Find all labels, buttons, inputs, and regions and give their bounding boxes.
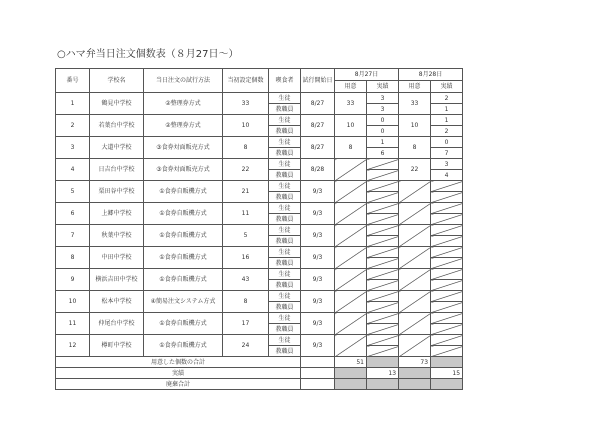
row-no: 8 — [56, 247, 90, 269]
row-school: 日吉台中学校 — [90, 159, 144, 181]
row-start: 9/3 — [301, 269, 335, 291]
d2-actual-staff-na — [431, 214, 463, 225]
row-count: 10 — [223, 115, 269, 137]
row-school: 鶴見中学校 — [90, 93, 144, 115]
d1-prep-na — [335, 313, 367, 335]
total-actual-row-gray — [335, 368, 367, 379]
row-method: ③食券対面販売方式 — [144, 137, 223, 159]
header-count: 当初設定個数 — [223, 69, 269, 93]
d1-actual-staff-na — [367, 324, 399, 335]
eater-student: 生徒 — [269, 159, 301, 170]
eater-staff: 教職員 — [269, 302, 301, 313]
row-count: 21 — [223, 181, 269, 203]
table-row — [56, 291, 463, 302]
d2-prep: 10 — [399, 115, 431, 137]
d2-actual-student: 2 — [431, 93, 463, 104]
total-waste-row-label: 廃棄合計 — [56, 379, 301, 390]
row-school: 横浜吉田中学校 — [90, 269, 144, 291]
d1-actual-staff-na — [367, 236, 399, 247]
total-waste-row-gray — [367, 379, 399, 390]
table-row — [56, 225, 463, 236]
d2-actual-student-na — [431, 181, 463, 192]
eater-staff: 教職員 — [269, 280, 301, 291]
d2-prep: 8 — [399, 137, 431, 159]
row-school: 仲尾台中学校 — [90, 313, 144, 335]
row-count: 17 — [223, 313, 269, 335]
eater-staff: 教職員 — [269, 214, 301, 225]
row-start: 8/27 — [301, 137, 335, 159]
d1-actual-student-na — [367, 313, 399, 324]
d1-actual-staff: 3 — [367, 104, 399, 115]
d1-actual-staff-na — [367, 302, 399, 313]
row-count: 11 — [223, 203, 269, 225]
d1-actual-student: 3 — [367, 93, 399, 104]
row-no: 9 — [56, 269, 90, 291]
d1-prep-na — [335, 269, 367, 291]
d2-actual-student-na — [431, 225, 463, 236]
total-prepared-row — [56, 357, 463, 368]
total-waste-row-gray — [399, 379, 431, 390]
d2-actual-student-na — [431, 203, 463, 214]
row-method: ①食券自販機方式 — [144, 269, 223, 291]
d2-prep-na — [399, 269, 431, 291]
table-row — [56, 203, 463, 214]
eater-staff: 教職員 — [269, 324, 301, 335]
row-school: 上郷中学校 — [90, 203, 144, 225]
header-day1: 8月27日 — [335, 69, 399, 81]
row-school: 中田中学校 — [90, 247, 144, 269]
d1-actual-staff-na — [367, 258, 399, 269]
d2-prep-na — [399, 335, 431, 357]
row-no: 1 — [56, 93, 90, 115]
row-school: 樽町中学校 — [90, 335, 144, 357]
eater-student: 生徒 — [269, 225, 301, 236]
table-row — [56, 269, 463, 280]
row-count: 24 — [223, 335, 269, 357]
d1-prep-na — [335, 247, 367, 269]
row-school: 栗田谷中学校 — [90, 181, 144, 203]
header-day2-actual: 実績 — [431, 81, 463, 93]
header-start: 試行開始日 — [301, 69, 335, 93]
header-no: 番号 — [56, 69, 90, 93]
d1-actual-staff-na — [367, 170, 399, 181]
row-count: 8 — [223, 291, 269, 313]
d1-prep: 10 — [335, 115, 367, 137]
row-start: 9/3 — [301, 335, 335, 357]
header-day2: 8月28日 — [399, 69, 463, 81]
d2-actual-staff-na — [431, 302, 463, 313]
row-no: 5 — [56, 181, 90, 203]
d2-actual-staff: 1 — [431, 104, 463, 115]
eater-student: 生徒 — [269, 137, 301, 148]
total-actual-row-blank — [301, 368, 335, 379]
d2-prep-na — [399, 203, 431, 225]
d2-actual-staff-na — [431, 192, 463, 203]
d2-actual-staff-na — [431, 280, 463, 291]
eater-staff: 教職員 — [269, 346, 301, 357]
row-method: ③食券対面販売方式 — [144, 159, 223, 181]
d2-actual-student: 3 — [431, 159, 463, 170]
d1-actual-staff-na — [367, 346, 399, 357]
row-method: ①食券自販機方式 — [144, 247, 223, 269]
row-start: 9/3 — [301, 203, 335, 225]
eater-student: 生徒 — [269, 203, 301, 214]
row-no: 3 — [56, 137, 90, 159]
total-prepared-row-value: 73 — [399, 357, 431, 368]
row-count: 33 — [223, 93, 269, 115]
d1-actual-staff: 6 — [367, 148, 399, 159]
d2-actual-staff: 2 — [431, 126, 463, 137]
row-method: ①食券自販機方式 — [144, 225, 223, 247]
eater-staff: 教職員 — [269, 148, 301, 159]
row-count: 8 — [223, 137, 269, 159]
d1-prep-na — [335, 335, 367, 357]
header-school: 学校名 — [90, 69, 144, 93]
d1-actual-student-na — [367, 269, 399, 280]
row-start: 8/28 — [301, 159, 335, 181]
d1-actual-student: 0 — [367, 115, 399, 126]
total-prepared-row-value: 51 — [335, 357, 367, 368]
eater-student: 生徒 — [269, 291, 301, 302]
row-method: ①食券自販機方式 — [144, 313, 223, 335]
total-actual-row — [56, 368, 463, 379]
d2-prep-na — [399, 247, 431, 269]
d2-prep-na — [399, 225, 431, 247]
row-no: 10 — [56, 291, 90, 313]
table-row — [56, 159, 463, 170]
d1-actual-staff-na — [367, 192, 399, 203]
row-start: 9/3 — [301, 313, 335, 335]
d1-prep-na — [335, 181, 367, 203]
row-no: 7 — [56, 225, 90, 247]
header-day1-actual: 実績 — [367, 81, 399, 93]
total-waste-row — [56, 379, 463, 390]
total-prepared-row-gray — [367, 357, 399, 368]
d2-actual-staff: 7 — [431, 148, 463, 159]
row-method: ④簡易注文システム方式 — [144, 291, 223, 313]
eater-student: 生徒 — [269, 247, 301, 258]
row-start: 8/27 — [301, 115, 335, 137]
row-school: 秋葉中学校 — [90, 225, 144, 247]
row-method: ①食券自販機方式 — [144, 335, 223, 357]
d2-actual-staff-na — [431, 346, 463, 357]
row-start: 9/3 — [301, 181, 335, 203]
d1-actual-staff-na — [367, 214, 399, 225]
row-no: 6 — [56, 203, 90, 225]
table-row — [56, 313, 463, 324]
eater-student: 生徒 — [269, 313, 301, 324]
d2-actual-student-na — [431, 313, 463, 324]
d2-actual-staff: 4 — [431, 170, 463, 181]
eater-staff: 教職員 — [269, 236, 301, 247]
d2-prep: 22 — [399, 159, 431, 181]
table-row — [56, 137, 463, 148]
d1-prep-na — [335, 225, 367, 247]
row-start: 8/27 — [301, 93, 335, 115]
eater-student: 生徒 — [269, 115, 301, 126]
eater-staff: 教職員 — [269, 126, 301, 137]
d1-actual-student: 1 — [367, 137, 399, 148]
row-start: 9/3 — [301, 291, 335, 313]
d1-actual-student-na — [367, 335, 399, 346]
header-eater: 喫食者 — [269, 69, 301, 93]
eater-student: 生徒 — [269, 269, 301, 280]
row-no: 11 — [56, 313, 90, 335]
total-actual-row-gray — [399, 368, 431, 379]
d2-actual-student: 1 — [431, 115, 463, 126]
d1-prep: 8 — [335, 137, 367, 159]
row-no: 2 — [56, 115, 90, 137]
eater-staff: 教職員 — [269, 258, 301, 269]
d2-prep-na — [399, 291, 431, 313]
d2-actual-student-na — [431, 269, 463, 280]
d1-actual-staff-na — [367, 280, 399, 291]
row-start: 9/3 — [301, 247, 335, 269]
table-row — [56, 335, 463, 346]
d1-prep: 33 — [335, 93, 367, 115]
eater-staff: 教職員 — [269, 170, 301, 181]
d1-actual-student-na — [367, 203, 399, 214]
header-day1-prep: 用意 — [335, 81, 367, 93]
total-waste-row-gray — [431, 379, 463, 390]
eater-staff: 教職員 — [269, 192, 301, 203]
d1-actual-student-na — [367, 247, 399, 258]
header-day2-prep: 用意 — [399, 81, 431, 93]
row-no: 4 — [56, 159, 90, 181]
d2-actual-student-na — [431, 335, 463, 346]
d2-actual-staff-na — [431, 324, 463, 335]
row-start: 9/3 — [301, 225, 335, 247]
table-row — [56, 115, 463, 126]
document-title: ○ハマ弁当日注文個数表（８月27日～） — [57, 49, 239, 60]
total-actual-row-value: 15 — [431, 368, 463, 379]
d2-actual-staff-na — [431, 258, 463, 269]
total-waste-row-blank — [301, 379, 335, 390]
total-prepared-row-label: 用意した個数の合計 — [56, 357, 301, 368]
eater-student: 生徒 — [269, 181, 301, 192]
row-method: ②整理券方式 — [144, 93, 223, 115]
row-count: 16 — [223, 247, 269, 269]
table-row — [56, 247, 463, 258]
row-method: ②整理券方式 — [144, 115, 223, 137]
total-actual-row-label: 実績 — [56, 368, 301, 379]
row-school: 松本中学校 — [90, 291, 144, 313]
d1-actual-student-na — [367, 181, 399, 192]
d2-actual-staff-na — [431, 236, 463, 247]
d1-actual-student-na — [367, 159, 399, 170]
eater-student: 生徒 — [269, 335, 301, 346]
row-school: 大道中学校 — [90, 137, 144, 159]
d1-actual-student-na — [367, 291, 399, 302]
d2-prep-na — [399, 181, 431, 203]
d1-actual-staff: 0 — [367, 126, 399, 137]
d2-actual-student-na — [431, 291, 463, 302]
d1-prep-na — [335, 203, 367, 225]
order-count-table — [55, 68, 463, 390]
row-no: 12 — [56, 335, 90, 357]
table-row — [56, 181, 463, 192]
row-count: 22 — [223, 159, 269, 181]
d1-actual-student-na — [367, 225, 399, 236]
d2-actual-student-na — [431, 247, 463, 258]
header-method: 当日注文の試行方法 — [144, 69, 223, 93]
row-count: 43 — [223, 269, 269, 291]
total-waste-row-gray — [335, 379, 367, 390]
d1-prep-na — [335, 291, 367, 313]
total-prepared-row-gray — [431, 357, 463, 368]
total-actual-row-value: 13 — [367, 368, 399, 379]
row-school: 若葉台中学校 — [90, 115, 144, 137]
total-prepared-row-blank — [301, 357, 335, 368]
d2-actual-student: 0 — [431, 137, 463, 148]
row-method: ①食券自販機方式 — [144, 203, 223, 225]
d2-prep-na — [399, 313, 431, 335]
table-row — [56, 93, 463, 104]
d2-prep: 33 — [399, 93, 431, 115]
row-count: 5 — [223, 225, 269, 247]
eater-student: 生徒 — [269, 93, 301, 104]
d1-prep-na — [335, 159, 367, 181]
row-method: ①食券自販機方式 — [144, 181, 223, 203]
eater-staff: 教職員 — [269, 104, 301, 115]
